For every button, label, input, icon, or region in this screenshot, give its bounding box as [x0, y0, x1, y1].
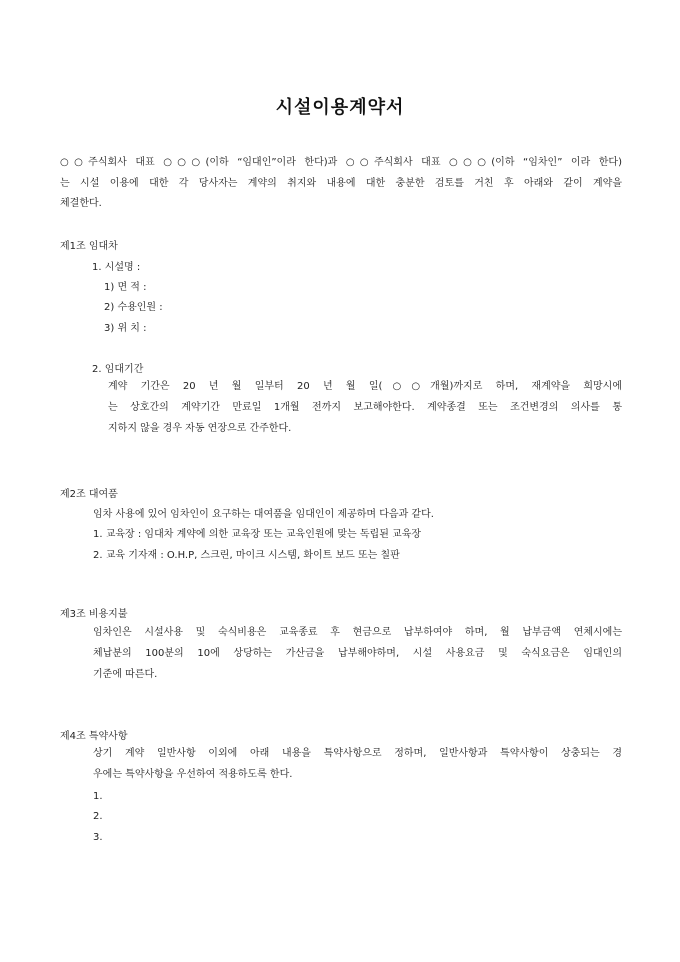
intro-line: 는 시설 이용에 대한 각 당사자는 계약의 취지와 내용에 대한 충분한 검토를 거친 후 아래와 같이 계약을	[60, 177, 622, 189]
body-line: 지하지 않을 경우 자동 연장으로 간주한다.	[108, 423, 292, 434]
body-line: 임차인은 시설사용 및 숙식비용은 교육종료 후 현금으로 납부하여야 하며, 월 납부금액 연체시에는	[93, 627, 622, 638]
intro-line: 체결한다.	[60, 198, 102, 209]
body-line: 는 상호간의 계약기간 만료일 1개월 전까지 보고해야한다. 계약종결 또는 조건변경의 의사를 통	[108, 402, 622, 413]
article-1-heading: 제1조 임대차	[60, 241, 118, 252]
document-title: 시설이용계약서	[275, 97, 405, 118]
article-2-item-2: 2. 교육 기자재 : O.H.P, 스크린, 마이크 시스템, 화이트 보드 또는 칠판	[93, 550, 400, 561]
body-line: 우에는 특약사항을 우선하여 적용하도록 한다.	[93, 769, 293, 780]
article-2-body: 임차 사용에 있어 임차인이 요구하는 대여품을 임대인이 제공하며 다음과 같다.	[93, 509, 434, 520]
article-1-item-2: 2. 임대기간	[92, 364, 144, 375]
body-line: 기준에 따른다.	[93, 669, 158, 680]
article-1-sub-3: 3) 위 치 :	[104, 323, 147, 334]
article-4-heading: 제4조 특약사항	[60, 731, 128, 742]
article-1-sub-1: 1) 면 적 :	[104, 282, 147, 293]
intro-paragraph	[60, 153, 622, 215]
article-2-heading: 제2조 대여품	[60, 489, 118, 500]
body-line: 체납분의 100분의 10에 상당하는 가산금을 납부해야하며, 시설 사용요금 및 숙식요금은 임대인의	[93, 648, 622, 659]
body-line: 상기 계약 일반사항 이외에 아래 내용을 특약사항으로 정하며, 일반사항과 특약사항이 상충되는 경	[93, 748, 622, 759]
article-4-item-3: 3.	[93, 832, 103, 843]
article-1-item-1: 1. 시설명 :	[92, 262, 141, 273]
body-line: 계약 기간은 20 년 월 일부터 20 년 월 일(○○개월)까지로 하며, 재계약을 희망시에	[108, 381, 622, 392]
article-1-body	[93, 376, 622, 439]
article-4-item-2: 2.	[93, 811, 103, 822]
article-4-body	[93, 743, 622, 785]
intro-line: ○○주식회사 대표 ○○○(이하 “임대인”이라 한다)과 ○○주식회사 대표 ○○○(이하 “임차인” 이라 한다)	[60, 157, 622, 168]
article-3-body	[93, 622, 622, 685]
article-3-heading: 제3조 비용지불	[60, 609, 128, 620]
article-4-item-1: 1.	[93, 791, 103, 802]
article-2-item-1: 1. 교육장 : 임대차 계약에 의한 교육장 또는 교육인원에 맞는 독립된 교육장	[93, 529, 422, 540]
article-1-sub-2: 2) 수용인원 :	[104, 302, 163, 313]
